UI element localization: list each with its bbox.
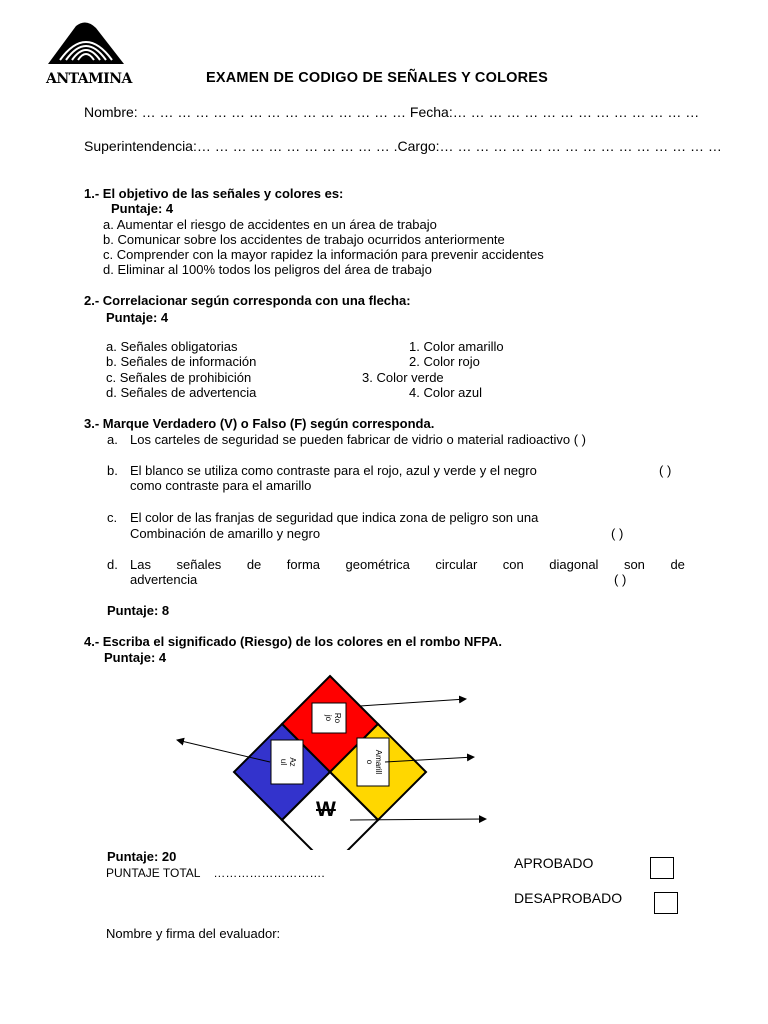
- q2-left-c: c. Señales de prohibición: [106, 370, 252, 385]
- q3-score: Puntaje: 8: [107, 603, 170, 618]
- desaprobado-checkbox[interactable]: [654, 892, 678, 914]
- q2-right-1: 1. Color amarillo: [409, 339, 504, 354]
- superintendencia-cargo-field[interactable]: Superintendencia:… … … … … … … … … … … .Cargo:… … … … … … … … … … … … … … … …: [84, 138, 722, 154]
- q3-item-c-letter: c.: [107, 510, 118, 525]
- aprobado-checkbox[interactable]: [650, 857, 674, 879]
- q3-item-d-letter: d.: [107, 557, 118, 572]
- q4-score: Puntaje: 4: [104, 650, 167, 665]
- q1-option-a[interactable]: a. Aumentar el riesgo de accidentes en un área de trabajo: [103, 217, 437, 232]
- puntaje-total: PUNTAJE TOTAL ……………………….: [106, 866, 325, 880]
- page-title: EXAMEN DE CODIGO DE SEÑALES Y COLORES: [206, 70, 549, 86]
- q2-right-3: 3. Color verde: [362, 370, 444, 385]
- mountain-logo-icon: [46, 20, 126, 68]
- antamina-logo: [46, 20, 132, 88]
- word: son: [623, 557, 645, 572]
- q3-item-b-text: El blanco se utiliza como contraste para el rojo, azul y verde y el negro: [130, 463, 537, 478]
- word: geométrica: [345, 557, 410, 572]
- q2-right-4: 4. Color azul: [409, 385, 482, 400]
- word: de: [246, 557, 262, 572]
- nfpa-yellow-label: Amarill o: [365, 749, 383, 775]
- q2-right-2: 2. Color rojo: [409, 354, 480, 369]
- word: señales: [176, 557, 222, 572]
- q3-item-d-line2: advertencia: [130, 572, 198, 587]
- arrow-top-right: [360, 699, 466, 706]
- q1-score: Puntaje: 4: [111, 201, 174, 216]
- q2-left-d: d. Señales de advertencia: [106, 385, 257, 400]
- q3-item-c-line2: Combinación de amarillo y negro: [130, 526, 321, 541]
- q3-item-d-text: [130, 557, 685, 572]
- word: de: [670, 557, 685, 572]
- nfpa-white-label: W: [316, 798, 336, 821]
- evaluador-label: Nombre y firma del evaluador:: [106, 926, 281, 941]
- word: Las: [130, 557, 151, 572]
- q1-option-d[interactable]: d. Eliminar al 100% todos los peligros del área de trabajo: [103, 262, 432, 277]
- q2-left-b: b. Señales de información: [106, 354, 257, 369]
- q1-option-b[interactable]: b. Comunicar sobre los accidentes de trabajo ocurridos anteriormente: [103, 232, 505, 247]
- nombre-fecha-field[interactable]: Nombre: … … … … … … … … … … … … … … … Fecha:… … … … … … … … … … … … … …: [84, 104, 700, 120]
- q3-title: 3.- Marque Verdadero (V) o Falso (F) según corresponda.: [84, 416, 435, 431]
- q3-item-c-text: El color de las franjas de seguridad que indica zona de peligro son una: [130, 510, 539, 525]
- q2-left-a: a. Señales obligatorias: [106, 339, 238, 354]
- q1-title: 1.- El objetivo de las señales y colores es:: [84, 186, 344, 201]
- q3-item-b-mark[interactable]: ( ): [659, 463, 672, 478]
- word: diagonal: [549, 557, 599, 572]
- q3-item-c-mark[interactable]: ( ): [611, 526, 624, 541]
- q3-item-a-letter: a.: [107, 432, 118, 447]
- nfpa-diamond: [0, 670, 768, 850]
- q2-score: Puntaje: 4: [106, 310, 169, 325]
- word: forma: [286, 557, 321, 572]
- word: con: [502, 557, 524, 572]
- q1-option-c[interactable]: c. Comprender con la mayor rapidez la información para prevenir accidentes: [103, 247, 544, 262]
- q3-item-a-text[interactable]: Los carteles de seguridad se pueden fabricar de vidrio o material radioactivo ( ): [130, 432, 586, 447]
- final-score: Puntaje: 20: [107, 849, 177, 864]
- q4-title: 4.- Escriba el significado (Riesgo) de los colores en el rombo NFPA.: [84, 634, 503, 649]
- nfpa-red-label: Ro jo: [324, 712, 342, 724]
- nfpa-blue-label: Az ul: [279, 757, 297, 767]
- desaprobado-label: DESAPROBADO: [514, 890, 623, 906]
- word: circular: [435, 557, 478, 572]
- q3-item-b-letter: b.: [107, 463, 118, 478]
- q3-item-d-mark[interactable]: ( ): [614, 572, 627, 587]
- q2-title: 2.- Correlacionar según corresponda con una flecha:: [84, 293, 411, 308]
- logo-text: ANTAMINA: [46, 71, 132, 87]
- q3-item-b-line2: como contraste para el amarillo: [130, 478, 312, 493]
- aprobado-label: APROBADO: [514, 855, 594, 871]
